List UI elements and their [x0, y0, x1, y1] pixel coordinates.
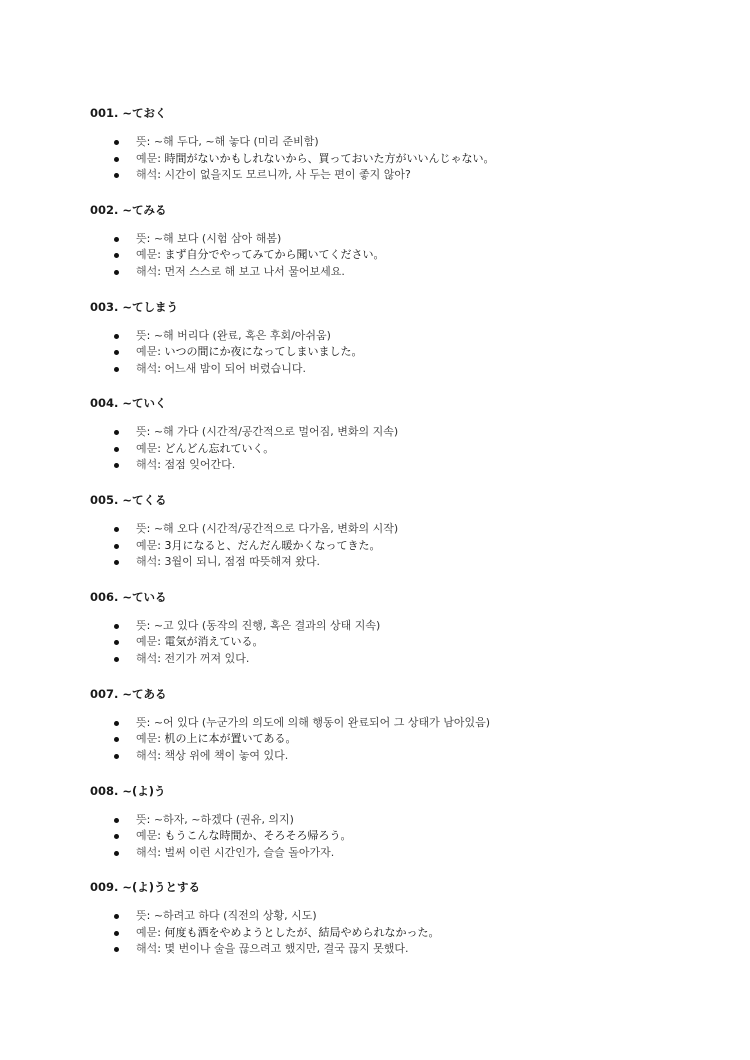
translation-text: 점점 잊어간다. — [164, 458, 236, 472]
label-separator: : — [157, 345, 165, 359]
meaning-line — [90, 231, 384, 248]
meaning-line — [90, 328, 362, 345]
translation-text: 어느새 밤이 되어 버렸습니다. — [164, 361, 306, 375]
meaning-label: 뜻 — [136, 715, 147, 729]
translation-label: 해석 — [136, 458, 158, 472]
bullet-icon — [114, 640, 119, 645]
translation-label: 해석 — [136, 748, 158, 762]
grammar-entry — [90, 105, 710, 202]
grammar-entry — [90, 202, 710, 299]
label-separator: : — [146, 231, 154, 245]
translation-line — [90, 748, 490, 765]
label-separator: : — [146, 909, 154, 923]
example-line — [90, 344, 362, 361]
label-separator: : — [157, 942, 165, 956]
bullet-icon — [114, 430, 119, 435]
meaning-line — [90, 134, 494, 151]
example-text: どんどん忘れていく。 — [164, 441, 275, 455]
bullet-icon — [114, 560, 119, 565]
example-line — [90, 441, 398, 458]
bullet-icon — [114, 737, 119, 742]
entry-bullet-list — [90, 521, 398, 571]
bullet-icon — [114, 851, 119, 856]
bullet-icon — [114, 914, 119, 919]
translation-label: 해석 — [136, 845, 158, 859]
bullet-icon — [114, 527, 119, 532]
entry-bullet-list — [90, 908, 439, 958]
translation-line — [90, 167, 494, 184]
entry-bullet-list — [90, 328, 362, 378]
label-separator: : — [157, 441, 165, 455]
bullet-icon — [114, 237, 119, 242]
example-label: 예문 — [136, 538, 158, 552]
label-separator: : — [157, 829, 165, 843]
grammar-entry — [90, 589, 710, 686]
meaning-line — [90, 618, 380, 635]
meaning-text: ~해 오다 (시간적/공간적으로 다가옴, 변화의 시작) — [153, 522, 399, 536]
translation-line — [90, 845, 351, 862]
label-separator: : — [146, 425, 154, 439]
example-line — [90, 247, 384, 264]
translation-text: 책상 위에 책이 놓여 있다. — [164, 748, 289, 762]
bullet-icon — [114, 350, 119, 355]
meaning-label: 뜻 — [136, 135, 147, 148]
translation-line — [90, 264, 384, 281]
grammar-entry — [90, 395, 710, 492]
translation-line — [90, 941, 439, 958]
entry-bullet-list — [90, 424, 398, 474]
translation-label: 해석 — [136, 168, 158, 181]
entry-bullet-list — [90, 618, 380, 668]
entry-bullet-list — [90, 812, 351, 862]
grammar-entry — [90, 783, 710, 880]
bullet-icon — [114, 140, 119, 145]
example-line — [90, 538, 398, 555]
label-separator: : — [157, 248, 165, 262]
bullet-icon — [114, 173, 119, 178]
label-separator: : — [157, 651, 165, 665]
translation-label: 해석 — [136, 651, 158, 665]
bullet-icon — [114, 721, 119, 726]
grammar-list — [90, 105, 710, 976]
bullet-icon — [114, 834, 119, 839]
example-label: 예문 — [136, 151, 158, 165]
bullet-icon — [114, 754, 119, 759]
label-separator: : — [157, 748, 165, 762]
label-separator: : — [157, 151, 165, 165]
example-label: 예문 — [136, 345, 158, 359]
meaning-label: 뜻 — [136, 812, 147, 826]
example-label: 예문 — [136, 441, 158, 455]
label-separator: : — [157, 732, 165, 746]
meaning-label: 뜻 — [136, 618, 147, 632]
label-separator: : — [146, 522, 154, 536]
bullet-icon — [114, 270, 119, 275]
meaning-line — [90, 908, 439, 925]
entry-title: 006. ~ている — [90, 589, 167, 604]
meaning-label: 뜻 — [136, 231, 147, 245]
label-separator: : — [146, 715, 154, 729]
example-line — [90, 634, 380, 651]
bullet-icon — [114, 931, 119, 936]
entry-bullet-list — [90, 231, 384, 281]
meaning-text: ~해 가다 (시간적/공간적으로 멀어짐, 변화의 지속) — [153, 425, 399, 439]
label-separator: : — [157, 845, 165, 859]
meaning-text: ~하려고 하다 (직전의 상황, 시도) — [153, 909, 317, 923]
translation-line — [90, 457, 398, 474]
bullet-icon — [114, 157, 119, 162]
translation-text: 먼저 스스로 해 보고 나서 물어보세요. — [164, 264, 345, 278]
label-separator: : — [157, 555, 165, 569]
meaning-label: 뜻 — [136, 425, 147, 439]
bullet-icon — [114, 367, 119, 372]
entry-title: 003. ~てしまう — [90, 299, 179, 314]
translation-label: 해석 — [136, 942, 158, 956]
grammar-entry — [90, 492, 710, 589]
translation-line — [90, 554, 398, 571]
label-separator: : — [157, 635, 165, 649]
meaning-line — [90, 424, 398, 441]
translation-text: 시간이 없을지도 모르니까, 사 두는 편이 좋지 않아? — [164, 168, 411, 181]
meaning-text: ~해 보다 (시험 삼아 해봄) — [153, 231, 282, 245]
translation-label: 해석 — [136, 264, 158, 278]
example-text: いつの間にか夜になってしまいました。 — [164, 345, 363, 359]
bullet-icon — [114, 657, 119, 662]
translation-label: 해석 — [136, 555, 158, 569]
example-label: 예문 — [136, 732, 158, 746]
example-text: 電気が消えている。 — [164, 635, 264, 649]
label-separator: : — [157, 925, 165, 939]
bullet-icon — [114, 624, 119, 629]
meaning-label: 뜻 — [136, 909, 147, 923]
meaning-text: ~고 있다 (동작의 진행, 혹은 결과의 상태 지속) — [153, 618, 381, 632]
meaning-label: 뜻 — [136, 328, 147, 342]
example-text: まず自分でやってみてから聞いてください。 — [164, 248, 385, 262]
example-line — [90, 151, 494, 168]
example-text: 机の上に本が置いてある。 — [164, 732, 297, 746]
label-separator: : — [157, 264, 165, 278]
entry-title: 005. ~てくる — [90, 493, 167, 508]
label-separator: : — [157, 458, 165, 472]
example-label: 예문 — [136, 925, 158, 939]
example-text: 何度も酒をやめようとしたが、結局やめられなかった。 — [164, 925, 440, 939]
bullet-icon — [114, 463, 119, 468]
translation-text: 3월이 되니, 점점 따뜻해져 왔다. — [164, 555, 320, 569]
meaning-text: ~어 있다 (누군가의 의도에 의해 행동이 완료되어 그 상태가 남아있음) — [153, 715, 491, 729]
example-text: もうこんな時間か、そろそろ帰ろう。 — [164, 829, 352, 843]
example-line — [90, 828, 351, 845]
meaning-label: 뜻 — [136, 522, 147, 536]
bullet-icon — [114, 447, 119, 452]
translation-line — [90, 651, 380, 668]
bullet-icon — [114, 253, 119, 258]
translation-label: 해석 — [136, 361, 158, 375]
label-separator: : — [146, 812, 154, 826]
label-separator: : — [157, 168, 165, 181]
translation-text: 몇 번이나 술을 끊으려고 했지만, 결국 끊지 못했다. — [164, 942, 409, 956]
meaning-text: ~해 두다, ~해 놓다 (미리 준비함) — [153, 135, 319, 148]
example-text: 3月になると、だんだん暖かくなってきた。 — [164, 538, 381, 552]
entry-title: 002. ~てみる — [90, 202, 167, 217]
bullet-icon — [114, 818, 119, 823]
label-separator: : — [157, 538, 165, 552]
entry-bullet-list — [90, 134, 494, 184]
meaning-line — [90, 521, 398, 538]
grammar-entry — [90, 299, 710, 396]
bullet-icon — [114, 334, 119, 339]
label-separator: : — [146, 135, 154, 148]
grammar-entry — [90, 879, 710, 976]
meaning-line — [90, 715, 490, 732]
meaning-text: ~해 버리다 (완료, 혹은 후회/아쉬움) — [153, 328, 331, 342]
label-separator: : — [146, 328, 154, 342]
entry-title: 004. ~ていく — [90, 396, 167, 411]
translation-text: 전기가 꺼져 있다. — [164, 651, 250, 665]
meaning-text: ~하자, ~하겠다 (권유, 의지) — [153, 812, 294, 826]
label-separator: : — [157, 361, 165, 375]
label-separator: : — [146, 618, 154, 632]
grammar-entry — [90, 686, 710, 783]
bullet-icon — [114, 544, 119, 549]
example-label: 예문 — [136, 635, 158, 649]
example-text: 時間がないかもしれないから、買っておいた方がいいんじゃない。 — [164, 151, 495, 165]
bullet-icon — [114, 947, 119, 952]
example-label: 예문 — [136, 829, 158, 843]
translation-text: 벌써 이런 시간인가, 슬슬 돌아가자. — [164, 845, 335, 859]
entry-title: 001. ~ておく — [90, 106, 167, 120]
entry-title: 007. ~てある — [90, 686, 167, 701]
example-line — [90, 731, 490, 748]
entry-bullet-list — [90, 715, 490, 765]
entry-title: 009. ~(よ)うとする — [90, 880, 201, 895]
translation-line — [90, 361, 362, 378]
meaning-line — [90, 812, 351, 829]
example-label: 예문 — [136, 248, 158, 262]
example-line — [90, 925, 439, 942]
entry-title: 008. ~(よ)う — [90, 783, 166, 798]
